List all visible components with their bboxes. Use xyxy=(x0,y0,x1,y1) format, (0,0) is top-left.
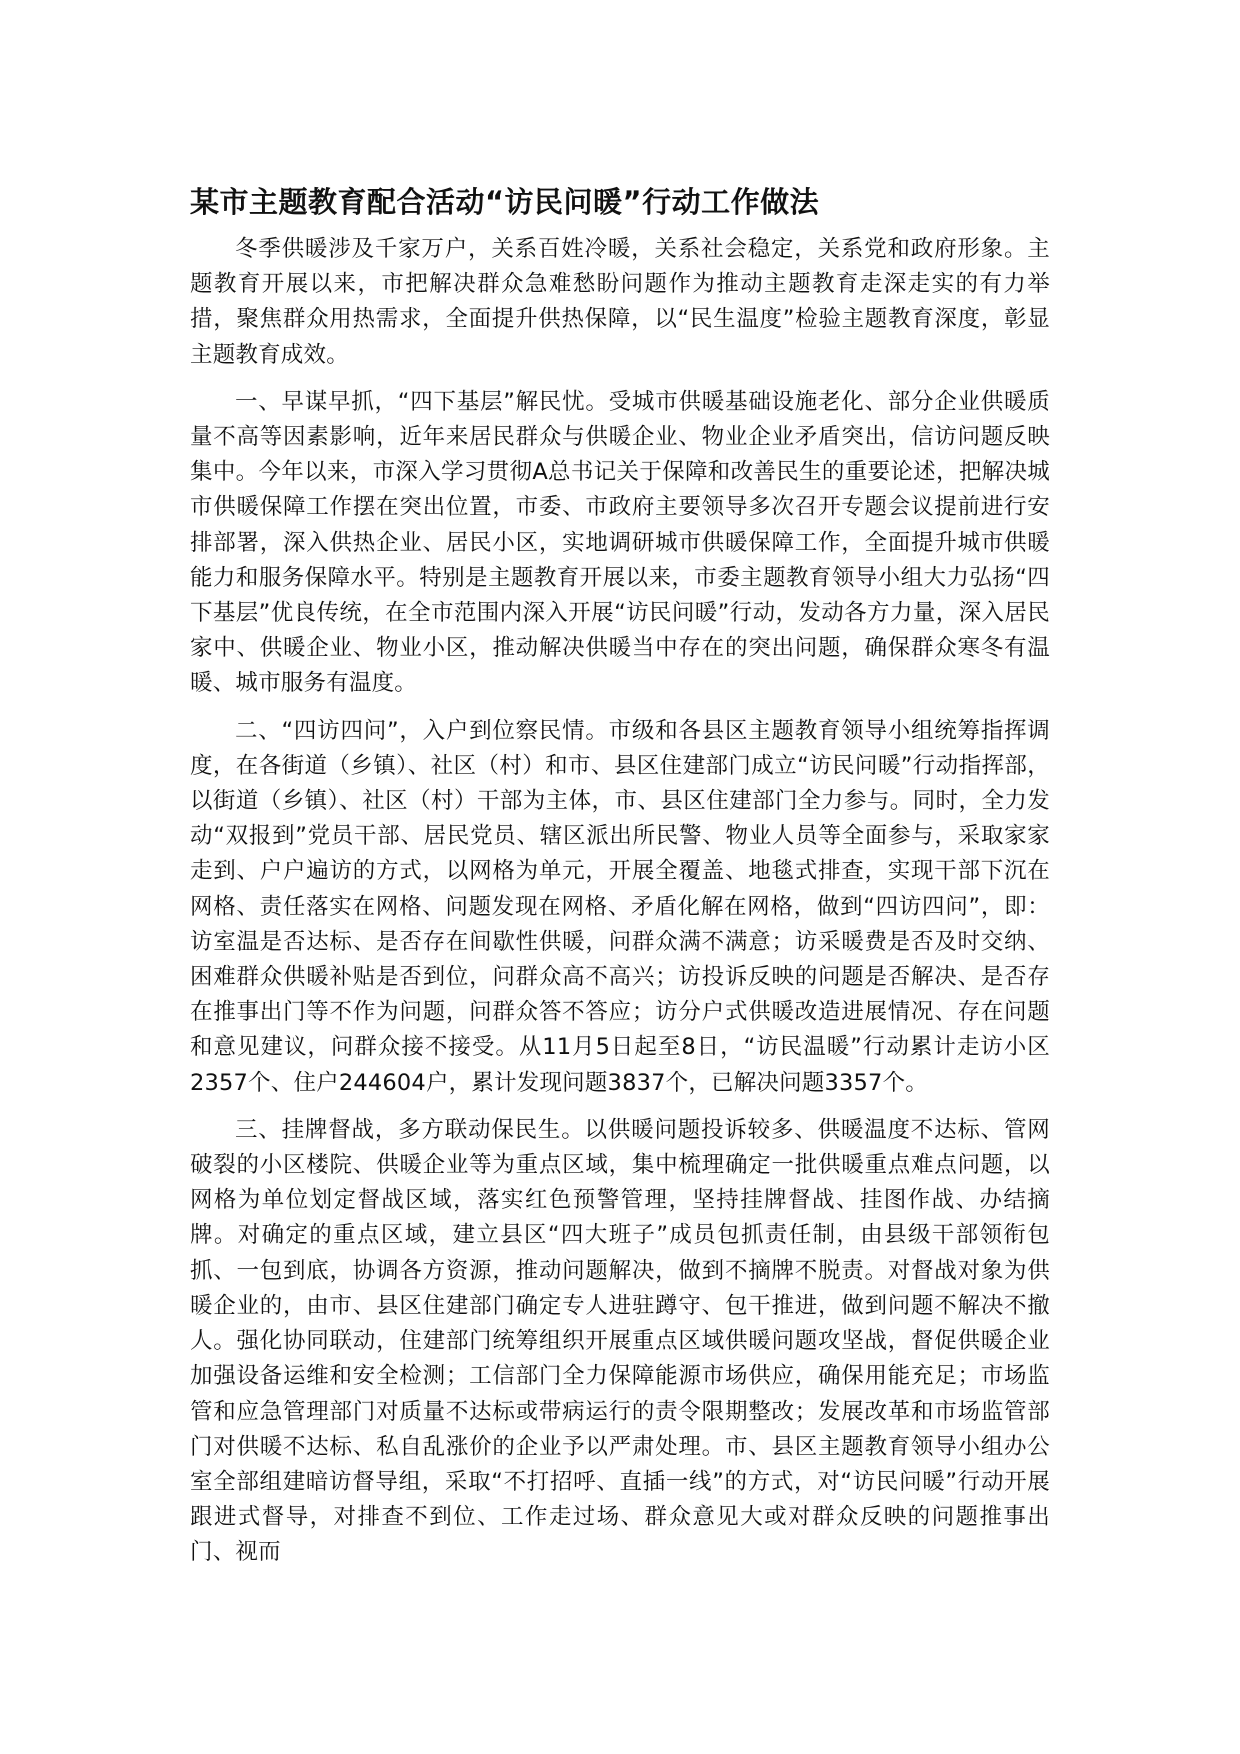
paragraph-intro: 冬季供暖涉及千家万户，关系百姓冷暖，关系社会稳定，关系党和政府形象。主题教育开展以来，市把解决群众急难愁盼问题作为推动主题教育走深走实的有力举措，聚焦群众用热需求，全面提升供热保障，以“民生温度”检验主题教育深度，彰显主题教育成效。 xyxy=(190,236,1050,368)
paragraph-section-3: 三、挂牌督战，多方联动保民生。以供暖问题投诉较多、供暖温度不达标、管网破裂的小区楼院、供暖企业等为重点区域，集中梳理确定一批供暖重点难点问题，以网格为单位划定督战区域，落实红色预警管理，坚持挂牌督战、挂图作战、办结摘牌。对确定的重点区域，建立县区“四大班子”成员包抓责任制，由县级干部领衔包抓、一包到底，协调各方资源，推动问题解决，做到不摘牌不脱责。对督战对象为供暖企业的，由市、县区住建部门确定专人进驻蹲守、包干推进，做到问题不解决不撤人。强化协同联动，住建部门统筹组织开展重点区域供暖问题攻坚战，督促供暖企业加强设备运维和安全检测；工信部门全力保障能源市场供应，确保用能充足；市场监管和应急管理部门对质量不达标或带病运行的责令限期整改；发展改革和市场监管部门对供暖不达标、私自乱涨价的企业予以严肃处理。市、县区主题教育领导小组办公室全部组建暗访督导组，采取“不打招呼、直插一线”的方式，对“访民问暖”行动开展跟进式督导，对排查不到位、工作走过场、群众意见大或对群众反映的问题推事出门、视而 xyxy=(190,1116,1050,1566)
document-title: 某市主题教育配合活动“访民问暖”行动工作做法 xyxy=(190,185,820,219)
paragraph-section-1: 一、早谋早抓，“四下基层”解民忧。受城市供暖基础设施老化、部分企业供暖质量不高等因素影响，近年来居民群众与供暖企业、物业企业矛盾突出，信访问题反映集中。今年以来，市深入学习贯彻A总书记关于保障和改善民生的重要论述，把解决城市供暖保障工作摆在突出位置，市委、市政府主要领导多次召开专题会议提前进行安排部署，深入供热企业、居民小区，实地调研城市供暖保障工作，全面提升城市供暖能力和服务保障水平。特别是主题教育开展以来，市委主题教育领导小组大力弘扬“四下基层”优良传统，在全市范围内深入开展“访民问暖”行动，发动各方力量，深入居民家中、供暖企业、物业小区，推动解决供暖当中存在的突出问题，确保群众寒冬有温暖、城市服务有温度。 xyxy=(190,388,1050,697)
document-body xyxy=(190,180,1050,1583)
paragraph-section-2: 二、“四访四问”，入户到位察民情。市级和各县区主题教育领导小组统筹指挥调度，在各街道（乡镇）、社区（村）和市、县区住建部门成立“访民问暖”行动指挥部，以街道（乡镇）、社区（村）干部为主体，市、县区住建部门全力参与。同时，全力发动“双报到”党员干部、居民党员、辖区派出所民警、物业人员等全面参与，采取家家走到、户户遍访的方式，以网格为单元，开展全覆盖、地毯式排查，实现干部下沉在网格、责任落实在网格、问题发现在网格、矛盾化解在网格，做到“四访四问”，即：访室温是否达标、是否存在间歇性供暖，问群众满不满意；访采暖费是否及时交纳、困难群众供暖补贴是否到位，问群众高不高兴；访投诉反映的问题是否解决、是否存在推事出门等不作为问题，问群众答不答应；访分户式供暖改造进展情况、存在问题和意见建议，问群众接不接受。从11月5日起至8日，“访民温暖”行动累计走访小区2357个、住户244604户，累计发现问题3837个，已解决问题3357个。 xyxy=(190,717,1050,1096)
